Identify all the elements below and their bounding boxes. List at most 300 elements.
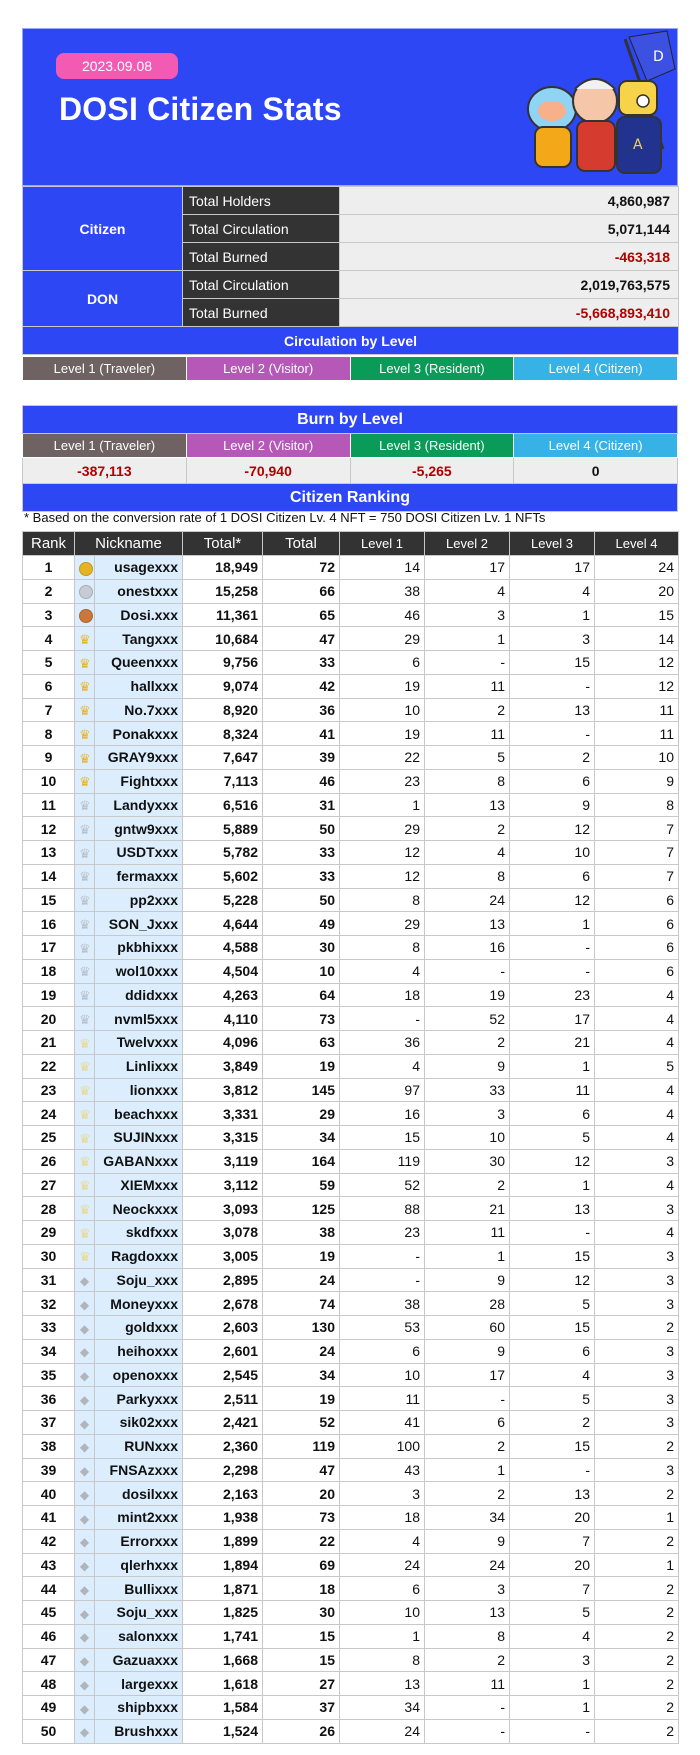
- level-3-cell: 1: [510, 1173, 595, 1197]
- total-cell: 130: [263, 1316, 340, 1340]
- level-3-cell: 15: [510, 1244, 595, 1268]
- level-2-cell: 5: [425, 746, 510, 770]
- total-star-cell: 7,113: [183, 769, 263, 793]
- table-row: [23, 1363, 679, 1387]
- diamond-icon: ◆: [75, 1411, 95, 1435]
- level-1-cell: 119: [340, 1149, 425, 1173]
- nickname-cell: SUJINxxx: [95, 1126, 183, 1150]
- total-cell: 33: [263, 651, 340, 675]
- level-2-cell: 11: [425, 674, 510, 698]
- level-1-cell: 23: [340, 769, 425, 793]
- level-4-cell: 3: [595, 1411, 679, 1435]
- total-cell: 30: [263, 936, 340, 960]
- level-4-cell: 4: [595, 983, 679, 1007]
- level-1-cell: 43: [340, 1458, 425, 1482]
- level-3-cell: 4: [510, 1624, 595, 1648]
- table-row: [23, 556, 679, 580]
- total-cell: 50: [263, 817, 340, 841]
- level-3-cell: -: [510, 1458, 595, 1482]
- nickname-cell: qlerhxxx: [95, 1553, 183, 1577]
- total-cell: 41: [263, 722, 340, 746]
- level-1-cell: 4: [340, 1054, 425, 1078]
- total-cell: 73: [263, 1007, 340, 1031]
- level-2-cell: 4: [425, 579, 510, 603]
- table-row: [23, 1553, 679, 1577]
- nickname-cell: wol10xxx: [95, 959, 183, 983]
- nickname-cell: GABANxxx: [95, 1149, 183, 1173]
- level-1-cell: 4: [340, 1529, 425, 1553]
- table-row: [23, 1126, 679, 1150]
- don-burned-value: -5,668,893,410: [340, 299, 679, 327]
- level-3-cell: 20: [510, 1553, 595, 1577]
- table-row: [23, 1078, 679, 1102]
- nickname-cell: Twelvxxx: [95, 1031, 183, 1055]
- rank-cell: 9: [23, 746, 75, 770]
- level-3-cell: 17: [510, 556, 595, 580]
- diamond-icon: ◆: [75, 1339, 95, 1363]
- rank-cell: 2: [23, 579, 75, 603]
- total-cell: 19: [263, 1387, 340, 1411]
- level-1-cell: 53: [340, 1316, 425, 1340]
- level-4-cell: 8: [595, 793, 679, 817]
- summary-table: [22, 186, 679, 355]
- level-2-cell: 28: [425, 1292, 510, 1316]
- level-3-cell: 10: [510, 841, 595, 865]
- level-2-cell: 13: [425, 1601, 510, 1625]
- don-circulation-label: Total Circulation: [183, 271, 340, 299]
- nickname-cell: skdfxxx: [95, 1221, 183, 1245]
- level-4-cell: 7: [595, 817, 679, 841]
- total-star-cell: 8,920: [183, 698, 263, 722]
- circulation-by-level-title: Circulation by Level: [23, 327, 679, 355]
- gold-trophy-icon: ♛: [75, 651, 95, 675]
- level-2-cell: 3: [425, 603, 510, 627]
- level-4-cell: 4: [595, 1126, 679, 1150]
- level-3-cell: 20: [510, 1506, 595, 1530]
- nickname-cell: Gazuaxxx: [95, 1648, 183, 1672]
- rank-cell: 14: [23, 864, 75, 888]
- nickname-cell: hallxxx: [95, 674, 183, 698]
- level-1-cell: 10: [340, 1363, 425, 1387]
- level-1-cell: 12: [340, 841, 425, 865]
- level-4-cell: 11: [595, 698, 679, 722]
- level-1-cell: 10: [340, 1601, 425, 1625]
- total-star-cell: 5,782: [183, 841, 263, 865]
- level-1-cell: 29: [340, 627, 425, 651]
- col-level-1: Level 1: [340, 532, 425, 556]
- diamond-icon: ◆: [75, 1434, 95, 1458]
- level-3-cell: -: [510, 959, 595, 983]
- rank-cell: 4: [23, 627, 75, 651]
- total-cell: 49: [263, 912, 340, 936]
- silver-trophy-icon: ♛: [75, 841, 95, 865]
- table-row: [23, 1173, 679, 1197]
- nickname-cell: Moneyxxx: [95, 1292, 183, 1316]
- level-1-cell: 16: [340, 1102, 425, 1126]
- rank-cell: 41: [23, 1506, 75, 1530]
- nickname-cell: XIEMxxx: [95, 1173, 183, 1197]
- level-3-cell: 9: [510, 793, 595, 817]
- total-star-cell: 9,756: [183, 651, 263, 675]
- rank-cell: 43: [23, 1553, 75, 1577]
- nickname-cell: SON_Jxxx: [95, 912, 183, 936]
- citizen-burned-label: Total Burned: [183, 243, 340, 271]
- level-2-cell: 6: [425, 1411, 510, 1435]
- level-3-cell: 17: [510, 1007, 595, 1031]
- silver-trophy-icon: ♛: [75, 864, 95, 888]
- nickname-cell: Soju_xxx: [95, 1268, 183, 1292]
- pale-trophy-icon: ♛: [75, 1149, 95, 1173]
- level-3-cell: -: [510, 722, 595, 746]
- rank-cell: 17: [23, 936, 75, 960]
- silver-trophy-icon: ♛: [75, 793, 95, 817]
- level-2-cell: -: [425, 1387, 510, 1411]
- level-2-cell: 34: [425, 1506, 510, 1530]
- rank-cell: 37: [23, 1411, 75, 1435]
- table-row: [23, 722, 679, 746]
- nickname-cell: Bullixxx: [95, 1577, 183, 1601]
- nickname-cell: pp2xxx: [95, 888, 183, 912]
- total-star-cell: 4,644: [183, 912, 263, 936]
- mascot-characters-illustration: [507, 29, 677, 187]
- circulation-level-3: Level 3 (Resident): [350, 357, 514, 381]
- level-4-cell: 3: [595, 1197, 679, 1221]
- col-rank: Rank: [23, 532, 75, 556]
- total-cell: 50: [263, 888, 340, 912]
- table-row: [23, 1719, 679, 1743]
- header-banner: [22, 28, 678, 186]
- total-star-cell: 2,421: [183, 1411, 263, 1435]
- diamond-icon: ◆: [75, 1458, 95, 1482]
- total-star-cell: 7,647: [183, 746, 263, 770]
- table-row: [23, 746, 679, 770]
- level-4-cell: 3: [595, 1268, 679, 1292]
- total-star-cell: 2,511: [183, 1387, 263, 1411]
- level-2-cell: 1: [425, 1244, 510, 1268]
- total-star-cell: 10,684: [183, 627, 263, 651]
- nickname-cell: Landyxxx: [95, 793, 183, 817]
- total-cell: 63: [263, 1031, 340, 1055]
- level-4-cell: 2: [595, 1648, 679, 1672]
- table-row: [23, 1648, 679, 1672]
- total-cell: 65: [263, 603, 340, 627]
- total-cell: 24: [263, 1268, 340, 1292]
- total-cell: 15: [263, 1624, 340, 1648]
- level-4-cell: 3: [595, 1458, 679, 1482]
- nickname-cell: ddidxxx: [95, 983, 183, 1007]
- level-1-cell: 97: [340, 1078, 425, 1102]
- total-cell: 38: [263, 1221, 340, 1245]
- table-row: [23, 1031, 679, 1055]
- level-3-cell: 13: [510, 1482, 595, 1506]
- level-2-cell: 17: [425, 556, 510, 580]
- rank-cell: 7: [23, 698, 75, 722]
- total-star-cell: 3,093: [183, 1197, 263, 1221]
- level-2-cell: 2: [425, 698, 510, 722]
- pale-trophy-icon: ♛: [75, 1126, 95, 1150]
- level-2-cell: 9: [425, 1529, 510, 1553]
- total-star-cell: 3,849: [183, 1054, 263, 1078]
- level-2-cell: 4: [425, 841, 510, 865]
- total-star-cell: 2,360: [183, 1434, 263, 1458]
- table-row: [23, 983, 679, 1007]
- total-cell: 30: [263, 1601, 340, 1625]
- level-4-cell: 6: [595, 888, 679, 912]
- table-row: [23, 1672, 679, 1696]
- level-3-cell: 3: [510, 627, 595, 651]
- total-cell: 27: [263, 1672, 340, 1696]
- total-star-cell: 1,741: [183, 1624, 263, 1648]
- citizen-circulation-value: 5,071,144: [340, 215, 679, 243]
- level-3-cell: 1: [510, 912, 595, 936]
- level-4-cell: 2: [595, 1577, 679, 1601]
- level-3-cell: -: [510, 1221, 595, 1245]
- nickname-cell: Linlixxx: [95, 1054, 183, 1078]
- level-1-cell: 18: [340, 1506, 425, 1530]
- level-1-cell: -: [340, 1007, 425, 1031]
- total-holders-label: Total Holders: [183, 187, 340, 215]
- nickname-cell: openoxxx: [95, 1363, 183, 1387]
- rank-cell: 32: [23, 1292, 75, 1316]
- total-star-cell: 4,263: [183, 983, 263, 1007]
- don-burned-label: Total Burned: [183, 299, 340, 327]
- total-cell: 37: [263, 1696, 340, 1720]
- nickname-cell: heihoxxx: [95, 1339, 183, 1363]
- pale-trophy-icon: ♛: [75, 1031, 95, 1055]
- level-4-cell: 12: [595, 651, 679, 675]
- table-row: [23, 627, 679, 651]
- nickname-cell: FNSAzxxx: [95, 1458, 183, 1482]
- table-row: [23, 579, 679, 603]
- rank-cell: 47: [23, 1648, 75, 1672]
- rank-cell: 50: [23, 1719, 75, 1743]
- rank-cell: 20: [23, 1007, 75, 1031]
- total-cell: 34: [263, 1363, 340, 1387]
- gold-trophy-icon: ♛: [75, 769, 95, 793]
- level-1-cell: 24: [340, 1719, 425, 1743]
- total-cell: 64: [263, 983, 340, 1007]
- level-2-cell: -: [425, 1696, 510, 1720]
- rank-cell: 35: [23, 1363, 75, 1387]
- total-cell: 42: [263, 674, 340, 698]
- level-3-cell: 13: [510, 698, 595, 722]
- level-3-cell: -: [510, 936, 595, 960]
- level-3-cell: 4: [510, 1363, 595, 1387]
- diamond-icon: ◆: [75, 1292, 95, 1316]
- rank-cell: 26: [23, 1149, 75, 1173]
- pale-trophy-icon: ♛: [75, 1054, 95, 1078]
- level-4-cell: 1: [595, 1553, 679, 1577]
- level-3-cell: 12: [510, 817, 595, 841]
- rank-cell: 49: [23, 1696, 75, 1720]
- total-star-cell: 4,504: [183, 959, 263, 983]
- level-1-cell: 29: [340, 912, 425, 936]
- nickname-cell: Ponakxxx: [95, 722, 183, 746]
- level-2-cell: 8: [425, 864, 510, 888]
- burn-value-4: 0: [514, 458, 678, 484]
- level-2-cell: 13: [425, 793, 510, 817]
- total-star-cell: 3,315: [183, 1126, 263, 1150]
- diamond-icon: ◆: [75, 1529, 95, 1553]
- level-3-cell: 12: [510, 1149, 595, 1173]
- gold-trophy-icon: ♛: [75, 722, 95, 746]
- nickname-cell: shipbxxx: [95, 1696, 183, 1720]
- level-2-cell: -: [425, 1719, 510, 1743]
- burn-level-1: Level 1 (Traveler): [23, 434, 187, 458]
- table-row: [23, 888, 679, 912]
- level-3-cell: 6: [510, 1102, 595, 1126]
- level-1-cell: 3: [340, 1482, 425, 1506]
- table-row: [23, 1482, 679, 1506]
- citizen-burned-value: -463,318: [340, 243, 679, 271]
- diamond-icon: ◆: [75, 1506, 95, 1530]
- total-star-cell: 5,228: [183, 888, 263, 912]
- diamond-icon: ◆: [75, 1387, 95, 1411]
- total-star-cell: 1,899: [183, 1529, 263, 1553]
- diamond-icon: ◆: [75, 1696, 95, 1720]
- silver-trophy-icon: ♛: [75, 983, 95, 1007]
- total-cell: 46: [263, 769, 340, 793]
- level-3-cell: 4: [510, 579, 595, 603]
- total-cell: 66: [263, 579, 340, 603]
- table-row: [23, 1149, 679, 1173]
- rank-cell: 30: [23, 1244, 75, 1268]
- nickname-cell: Parkyxxx: [95, 1387, 183, 1411]
- col-nickname: Nickname: [75, 532, 183, 556]
- level-1-cell: 29: [340, 817, 425, 841]
- col-total: Total: [263, 532, 340, 556]
- level-4-cell: 12: [595, 674, 679, 698]
- total-star-cell: 1,894: [183, 1553, 263, 1577]
- level-2-cell: 33: [425, 1078, 510, 1102]
- total-star-cell: 1,825: [183, 1601, 263, 1625]
- level-3-cell: 7: [510, 1529, 595, 1553]
- level-2-cell: 11: [425, 1221, 510, 1245]
- level-2-cell: 13: [425, 912, 510, 936]
- table-row: [23, 864, 679, 888]
- col-level-3: Level 3: [510, 532, 595, 556]
- table-row: [23, 1458, 679, 1482]
- bronze-medal-icon: [75, 603, 95, 627]
- circulation-levels: [22, 356, 678, 381]
- table-row: [23, 1007, 679, 1031]
- level-1-cell: -: [340, 1268, 425, 1292]
- rank-cell: 13: [23, 841, 75, 865]
- level-1-cell: 6: [340, 1339, 425, 1363]
- level-1-cell: 46: [340, 603, 425, 627]
- total-cell: 125: [263, 1197, 340, 1221]
- table-row: [23, 1197, 679, 1221]
- level-4-cell: 2: [595, 1529, 679, 1553]
- svg-text:A: A: [633, 137, 643, 153]
- level-3-cell: 15: [510, 1316, 595, 1340]
- total-star-cell: 9,074: [183, 674, 263, 698]
- table-row: [23, 1506, 679, 1530]
- level-2-cell: 2: [425, 1482, 510, 1506]
- total-star-cell: 1,938: [183, 1506, 263, 1530]
- silver-trophy-icon: ♛: [75, 1007, 95, 1031]
- silver-trophy-icon: ♛: [75, 888, 95, 912]
- level-2-cell: 19: [425, 983, 510, 1007]
- gold-trophy-icon: ♛: [75, 627, 95, 651]
- level-2-cell: 1: [425, 627, 510, 651]
- total-cell: 20: [263, 1482, 340, 1506]
- level-4-cell: 6: [595, 959, 679, 983]
- level-4-cell: 3: [595, 1149, 679, 1173]
- level-3-cell: -: [510, 1719, 595, 1743]
- nickname-cell: onestxxx: [95, 579, 183, 603]
- level-2-cell: 52: [425, 1007, 510, 1031]
- level-1-cell: 24: [340, 1553, 425, 1577]
- total-star-cell: 1,584: [183, 1696, 263, 1720]
- total-cell: 52: [263, 1411, 340, 1435]
- pale-trophy-icon: ♛: [75, 1173, 95, 1197]
- diamond-icon: ◆: [75, 1577, 95, 1601]
- rank-cell: 36: [23, 1387, 75, 1411]
- rank-cell: 33: [23, 1316, 75, 1340]
- nickname-cell: Neockxxx: [95, 1197, 183, 1221]
- table-row: [23, 1268, 679, 1292]
- table-row: [23, 1102, 679, 1126]
- rank-cell: 25: [23, 1126, 75, 1150]
- total-cell: 119: [263, 1434, 340, 1458]
- level-1-cell: 22: [340, 746, 425, 770]
- level-3-cell: 5: [510, 1126, 595, 1150]
- nickname-cell: Tangxxx: [95, 627, 183, 651]
- level-2-cell: 8: [425, 1624, 510, 1648]
- level-1-cell: 52: [340, 1173, 425, 1197]
- level-3-cell: 15: [510, 651, 595, 675]
- level-4-cell: 3: [595, 1363, 679, 1387]
- total-star-cell: 3,119: [183, 1149, 263, 1173]
- rank-cell: 46: [23, 1624, 75, 1648]
- level-4-cell: 2: [595, 1624, 679, 1648]
- total-star-cell: 15,258: [183, 579, 263, 603]
- date-badge: 2023.09.08: [56, 53, 178, 79]
- total-cell: 22: [263, 1529, 340, 1553]
- level-4-cell: 2: [595, 1601, 679, 1625]
- level-1-cell: 1: [340, 1624, 425, 1648]
- table-row: [23, 959, 679, 983]
- level-1-cell: 23: [340, 1221, 425, 1245]
- total-holders-value: 4,860,987: [340, 187, 679, 215]
- burn-level-2: Level 2 (Visitor): [186, 434, 350, 458]
- level-1-cell: 38: [340, 1292, 425, 1316]
- level-4-cell: 7: [595, 841, 679, 865]
- level-2-cell: 24: [425, 888, 510, 912]
- total-cell: 31: [263, 793, 340, 817]
- total-star-cell: 2,895: [183, 1268, 263, 1292]
- rank-cell: 19: [23, 983, 75, 1007]
- nickname-cell: nvml5xxx: [95, 1007, 183, 1031]
- table-row: [23, 912, 679, 936]
- table-row: [23, 1244, 679, 1268]
- col-total-star: Total*: [183, 532, 263, 556]
- rank-cell: 5: [23, 651, 75, 675]
- table-row: [23, 1054, 679, 1078]
- table-row: [23, 936, 679, 960]
- rank-cell: 38: [23, 1434, 75, 1458]
- burn-level-4: Level 4 (Citizen): [514, 434, 678, 458]
- level-1-cell: 8: [340, 936, 425, 960]
- level-3-cell: 1: [510, 603, 595, 627]
- level-2-cell: 30: [425, 1149, 510, 1173]
- total-cell: 15: [263, 1648, 340, 1672]
- level-3-cell: 15: [510, 1434, 595, 1458]
- rank-cell: 40: [23, 1482, 75, 1506]
- table-row: [23, 769, 679, 793]
- pale-trophy-icon: ♛: [75, 1197, 95, 1221]
